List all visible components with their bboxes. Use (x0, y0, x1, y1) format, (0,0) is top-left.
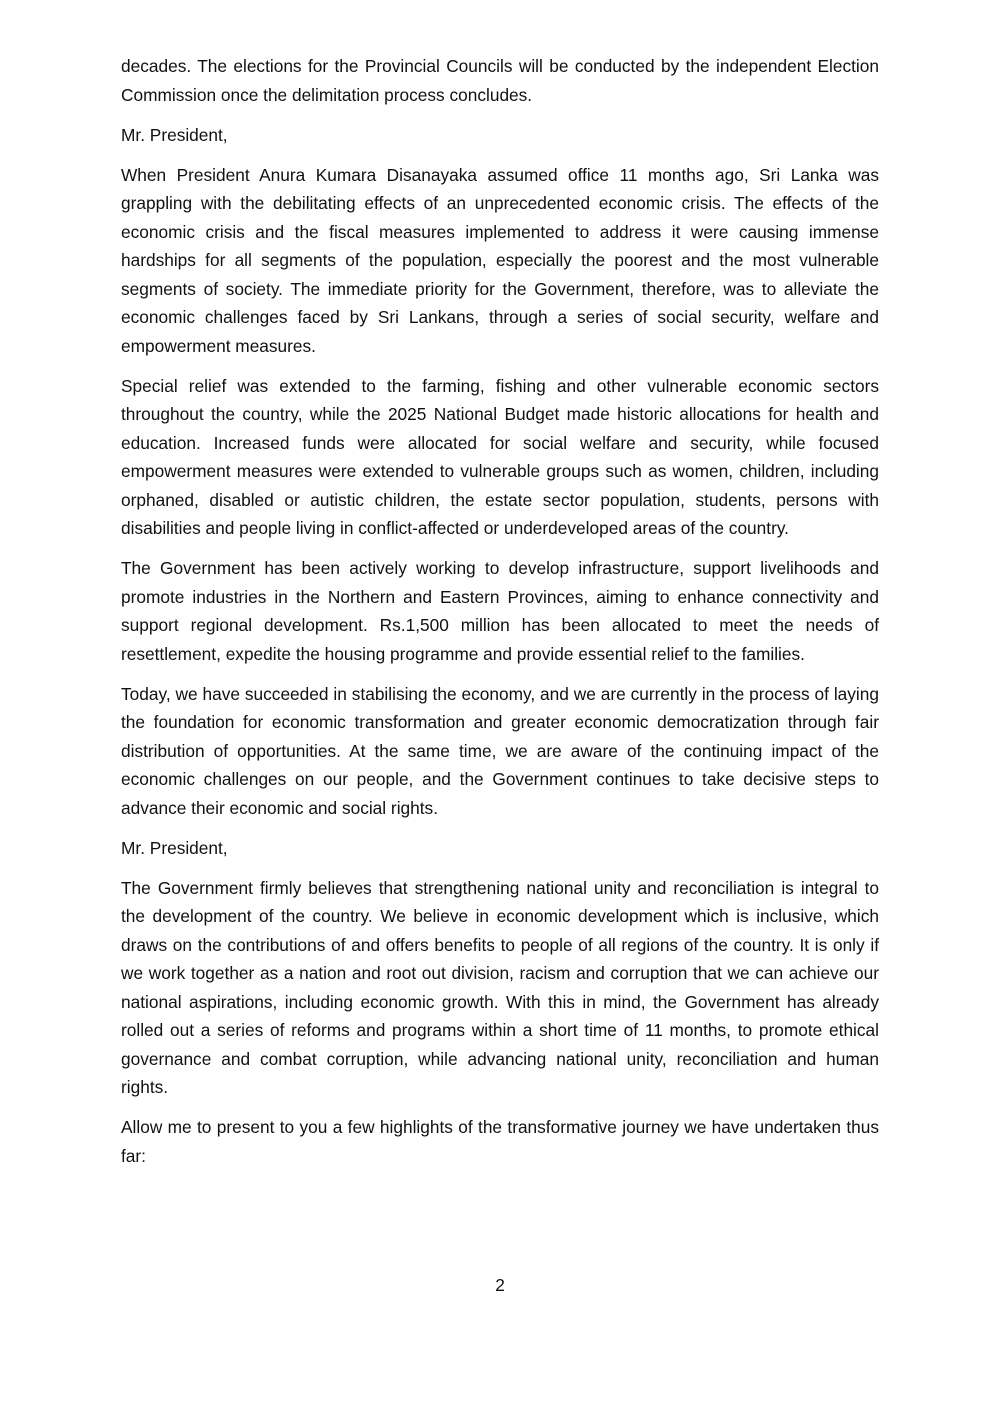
page-number: 2 (495, 1275, 505, 1295)
paragraph-special-relief: Special relief was extended to the farming, fishing and other vulnerable economic sectors throughout the country, while the 2025 National Budget made historic allocations for health and education. Increased funds were allocated for social welfare and security, while focused empowerment measures were extended to vulnerable groups such as women, children, including orphaned, disabled or autistic children, the estate sector population, students, persons with disabilities and people living in conflict-affected or underdeveloped areas of the country. (121, 375, 879, 538)
paragraph-infrastructure: The Government has been actively working to develop infrastructure, support livelihoods and promote industries in the Northern and Eastern Provinces, aiming to enhance connectivity and support regional development. Rs.1,500 million has been allocated to meet the needs of resettlement, expedite the housing programme and provide essential relief to the families. (121, 558, 879, 664)
salutation-mr-president: Mr. President, (121, 837, 228, 858)
paragraph-stabilising-economy: Today, we have succeeded in stabilising the economy, and we are currently in the process of laying the foundation for economic transformation and greater economic democratization through fair distribution of opportunities. At the same time, we are aware of the continuing impact of the economic challenges on our people, and the Government continues to take decisive steps to advance their economic and social rights. (121, 683, 879, 818)
paragraph-economic-crisis: When President Anura Kumara Disanayaka assumed office 11 months ago, Sri Lanka was grappling with the debilitating effects of an unprecedented economic crisis. The effects of the economic crisis and the fiscal measures implemented to address it were causing immense hardships for all segments of the population, especially the poorest and the most vulnerable segments of society. The immediate priority for the Government, therefore, was to alleviate the economic challenges faced by Sri Lankans, through a series of social security, welfare and empowerment measures. (121, 164, 879, 356)
salutation-mr-president: Mr. President, (121, 124, 228, 145)
paragraph-highlights-intro: Allow me to present to you a few highlights of the transformative journey we have undertaken thus far: (121, 1117, 879, 1166)
paragraph-national-unity: The Government firmly believes that strengthening national unity and reconciliation is integral to the development of the country. We believe in economic development which is inclusive, which draws on the contributions of and offers benefits to people of all regions of the country. It is only if we work together as a nation and root out division, racism and corruption that we can achieve our national aspirations, including economic growth. With this in mind, the Government has already rolled out a series of reforms and programs within a short time of 11 months, to promote ethical governance and combat corruption, while advancing national unity, reconciliation and human rights. (121, 877, 879, 1097)
paragraph-elections-continuation: decades. The elections for the Provincial Councils will be conducted by the independent Election Commission once the delimitation process concludes. (121, 56, 879, 105)
document-page (121, 52, 879, 1182)
